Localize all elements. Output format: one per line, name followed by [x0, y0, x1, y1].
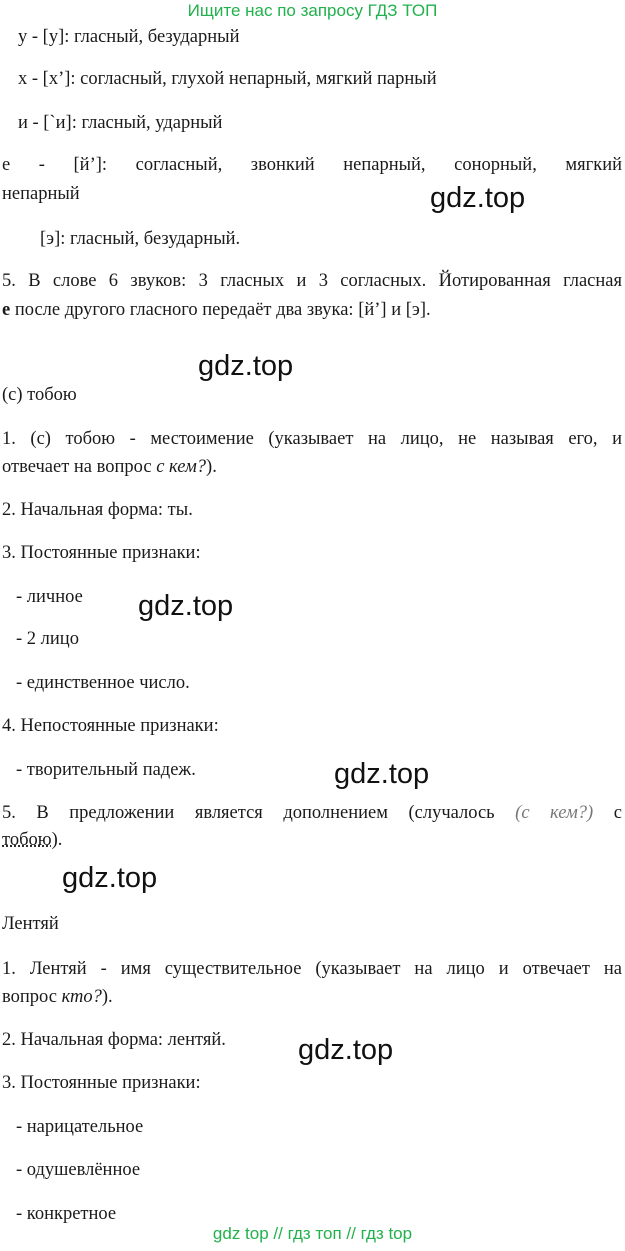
text-span: 5. В предложении является дополнением (случалось: [2, 803, 516, 823]
text-line: 1. (с) тобою - местоимение (указывает на лицо, не называя его, и: [2, 429, 622, 449]
text-line: 3. Постоянные признаки:: [2, 1073, 201, 1093]
text-line: - 2 лицо: [16, 629, 79, 649]
text-line: [э]: гласный, безударный.: [40, 229, 241, 249]
underlined-word: тобою: [2, 830, 52, 850]
italic-span: кто?: [61, 987, 102, 1007]
text-span: вопрос: [2, 987, 62, 1007]
text-line: - конкретное: [16, 1204, 117, 1224]
text-span: с: [593, 803, 622, 823]
text-line: е - [й’]: согласный, звонкий непарный, сонорный, мягкий: [2, 155, 622, 175]
watermark: gdz.top: [62, 862, 158, 894]
text-line: х - [х’]: согласный, глухой непарный, мягкий парный: [18, 69, 437, 89]
text-line: 5. В слове 6 звуков: 3 гласных и 3 согласных. Йотированная гласная: [2, 271, 622, 291]
watermark: gdz.top: [138, 590, 234, 622]
footer-banner[interactable]: gdz top // гдз топ // гдз top: [212, 1224, 413, 1243]
header-banner[interactable]: Ищите нас по запросу ГДЗ ТОП: [187, 1, 438, 20]
section-title: Лентяй: [2, 914, 59, 934]
text-line: - нарицательное: [16, 1117, 144, 1137]
text-line: 2. Начальная форма: ты.: [2, 500, 193, 520]
text-line: 4. Непостоянные признаки:: [2, 716, 219, 736]
text-line: [2, 829, 62, 851]
text-line: - личное: [16, 587, 83, 607]
text-span: после другого гласного передаёт два звука: [й’] и [э].: [10, 300, 431, 320]
watermark: gdz.top: [298, 1034, 394, 1066]
section-title: (с) тобою: [2, 385, 77, 405]
text-line: 2. Начальная форма: лентяй.: [2, 1030, 226, 1050]
text-line: - одушевлённое: [16, 1160, 141, 1180]
text-line: [2, 456, 217, 478]
text-line: - единственное число.: [16, 673, 190, 693]
text-line: [2, 986, 113, 1008]
text-line: 1. Лентяй - имя существительное (указывает на лицо и отвечает на: [2, 959, 622, 979]
italic-span: с кем?: [156, 457, 207, 477]
text-span: ).: [206, 457, 217, 477]
text-span: отвечает на вопрос: [2, 457, 157, 477]
bold-letter: е: [2, 300, 11, 320]
text-line: [2, 299, 431, 321]
watermark: gdz.top: [334, 758, 430, 790]
text-span: ).: [51, 830, 63, 850]
italic-span: (с кем?): [515, 803, 594, 823]
watermark: gdz.top: [430, 182, 526, 214]
text-line: [2, 802, 622, 824]
text-span: ).: [101, 987, 113, 1007]
text-line: и - [`и]: гласный, ударный: [18, 113, 223, 133]
text-line: у - [у]: гласный, безударный: [18, 27, 240, 47]
text-line: непарный: [2, 184, 80, 204]
text-line: 3. Постоянные признаки:: [2, 543, 201, 563]
text-line: - творительный падеж.: [16, 760, 196, 780]
watermark: gdz.top: [198, 350, 294, 382]
